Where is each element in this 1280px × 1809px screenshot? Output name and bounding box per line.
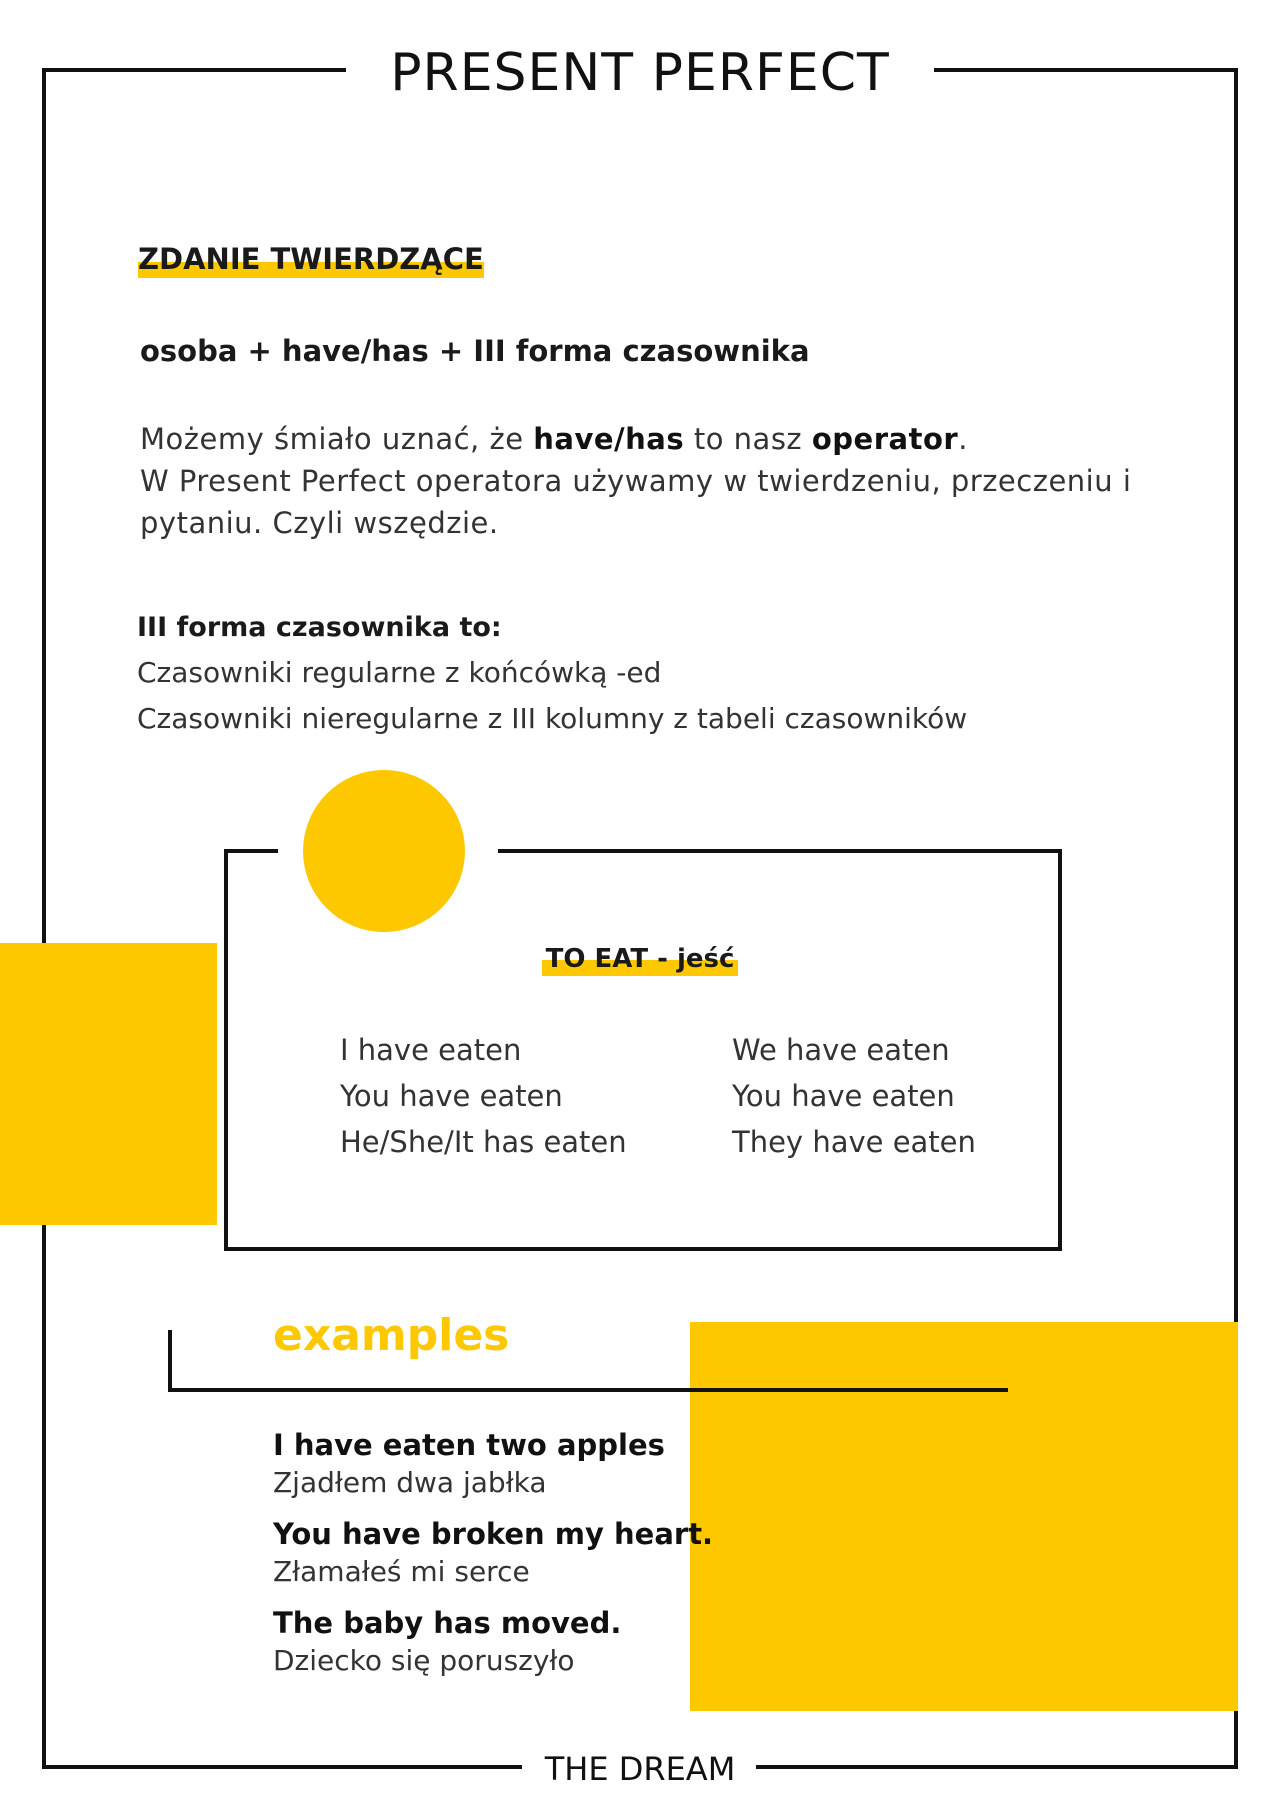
page-title: PRESENT PERFECT (390, 43, 890, 103)
box-top-left (224, 849, 278, 853)
example-english: The baby has moved. (273, 1606, 622, 1640)
conjugation-right (732, 1027, 976, 1165)
yellow-rect-right (690, 1322, 1238, 1711)
explanation-paragraph (140, 418, 1140, 544)
footer-brand: THE DREAM (544, 1750, 736, 1788)
yellow-rect-left (0, 943, 217, 1225)
section-heading (138, 242, 484, 276)
conjugation-left (340, 1027, 627, 1165)
conjugation-item: I have eaten (340, 1033, 522, 1067)
conjugation-item: You have eaten (340, 1079, 563, 1113)
conjugation-item: He/She/It has eaten (340, 1125, 627, 1159)
example-polish: Złamałeś mi serce (273, 1555, 530, 1588)
forms-item: Czasowniki nieregularne z III kolumny z tabeli czasowników (137, 702, 968, 735)
example-polish: Zjadłem dwa jabłka (273, 1466, 547, 1499)
formula: osoba + have/has + III forma czasownika (140, 334, 810, 368)
box-bottom (224, 1247, 1062, 1251)
section-heading-text: ZDANIE TWIERDZĄCE (138, 242, 484, 276)
box-left (224, 849, 228, 1251)
example-english: You have broken my heart. (273, 1517, 714, 1551)
forms-item: Czasowniki regularne z końcówką -ed (137, 656, 662, 689)
box-title (0, 944, 1280, 974)
examples-bracket-horizontal (168, 1388, 1008, 1392)
para-line-2: W Present Perfect operatora używamy w twierdzeniu, przeczeniu i pytaniu. Czyli wszędzie. (140, 464, 1132, 540)
example-english: I have eaten two apples (273, 1428, 665, 1462)
para-bold-have-has: have/has (533, 422, 685, 456)
box-top-right (498, 849, 1062, 853)
conjugation-item: We have eaten (732, 1033, 950, 1067)
examples-label: examples (273, 1310, 510, 1361)
para-text-3: . (958, 422, 968, 456)
para-text-2: to nasz (684, 422, 812, 456)
forms-heading: III forma czasownika to: (137, 612, 502, 643)
box-title-text: TO EAT - jeść (545, 944, 735, 974)
conjugation-item: They have eaten (732, 1125, 976, 1159)
example-polish: Dziecko się poruszyło (273, 1644, 575, 1677)
conjugation-item: You have eaten (732, 1079, 955, 1113)
para-bold-operator: operator (811, 422, 959, 456)
para-text-1: Możemy śmiało uznać, że (140, 422, 534, 456)
yellow-circle (303, 770, 465, 932)
box-title-wrap (544, 944, 737, 974)
frame-left (42, 68, 46, 1769)
box-right (1058, 849, 1062, 1251)
examples-bracket-vertical (168, 1330, 172, 1392)
